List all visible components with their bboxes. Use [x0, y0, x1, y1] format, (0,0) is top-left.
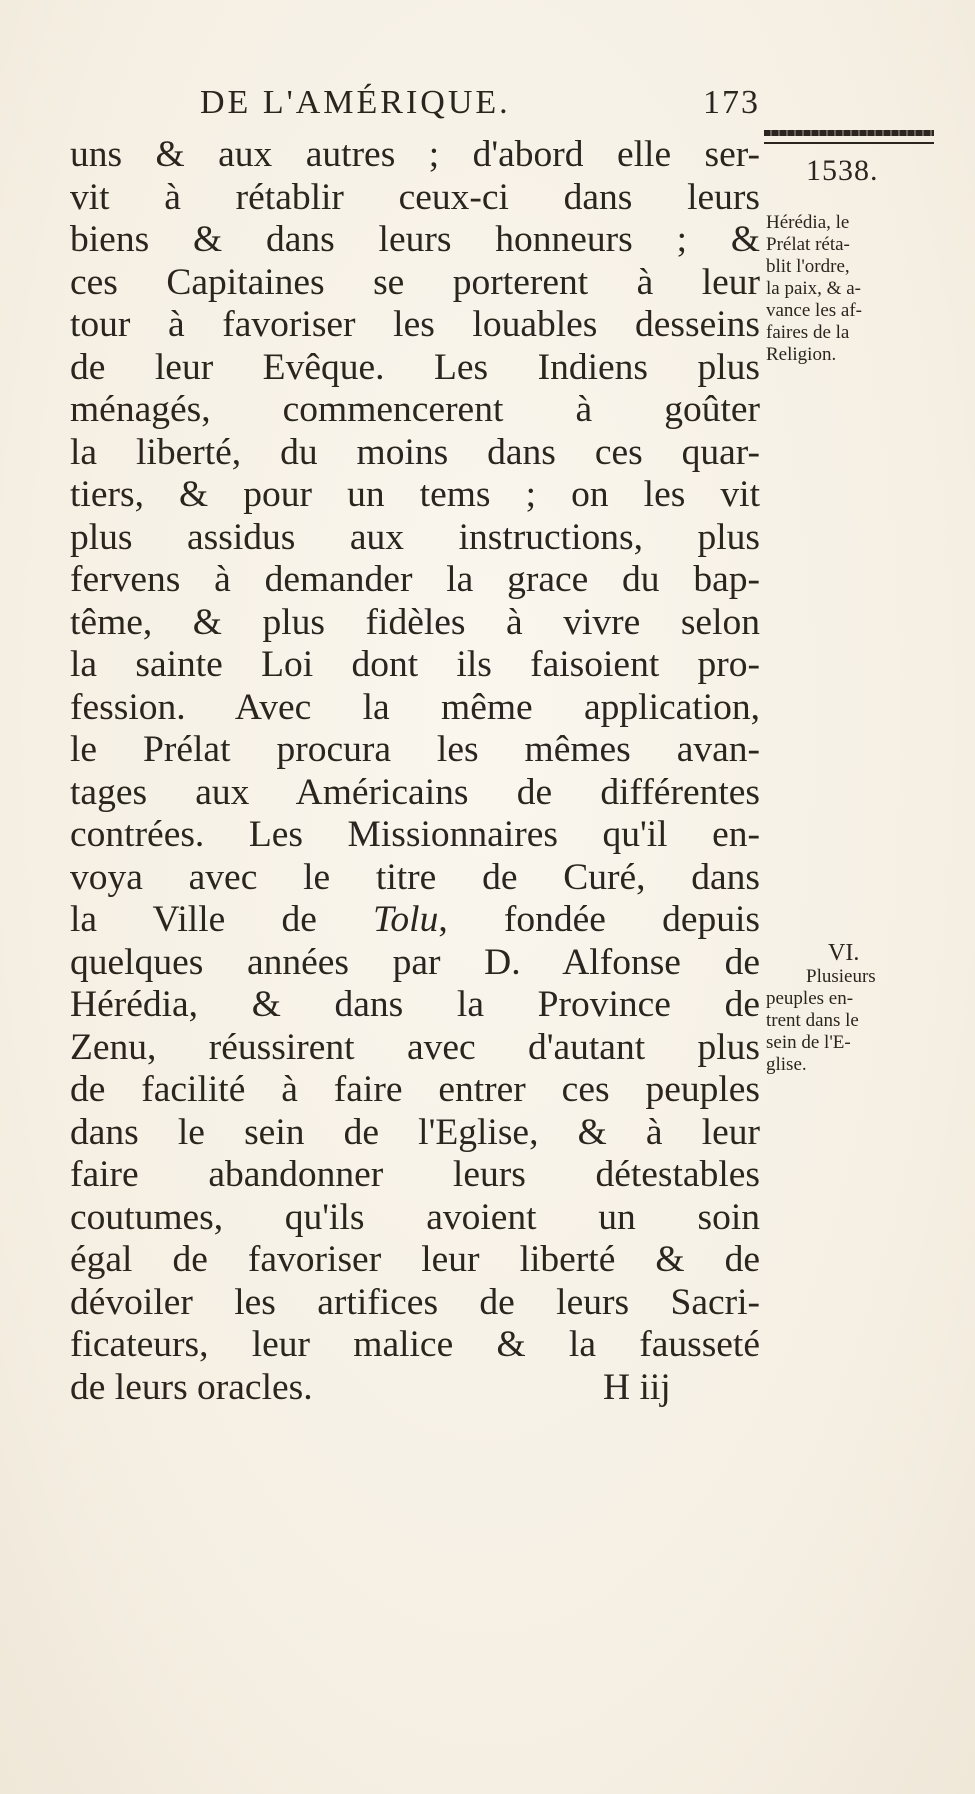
margin-note-line: Hérédia, le	[766, 212, 850, 233]
text-line	[70, 559, 760, 602]
text-line	[70, 1239, 760, 1282]
text-line-content: égal de favoriser leur liberté & de	[70, 1239, 760, 1280]
text-line-content: plus assidus aux instructions, plus	[70, 516, 760, 558]
text-line	[70, 687, 760, 730]
text-line-content: le Prélat procura les mêmes avan-	[70, 729, 760, 770]
text-line	[70, 1027, 760, 1070]
text-line	[70, 304, 760, 347]
text-line-content: de facilité à faire entrer ces peuples	[70, 1069, 760, 1110]
text-line-content: tiers, & pour un tems ; on les vit	[70, 474, 760, 515]
text-line-content: de leur Evêque. Les Indiens plus	[70, 346, 760, 388]
margin-note-line: sein de l'E-	[766, 1032, 851, 1053]
text-line	[70, 432, 760, 475]
margin-note-1	[766, 212, 946, 366]
text-line-content: la liberté, du moins dans ces quar-	[70, 431, 760, 473]
text-line-content: la sainte Loi dont ils faisoient pro-	[70, 644, 760, 685]
text-line	[70, 899, 760, 942]
text-line-content: dévoiler les artifices de leurs Sacri-	[70, 1281, 760, 1323]
text-line-content: la Ville de Tolu, fondée depuis	[70, 899, 760, 940]
running-header	[200, 84, 760, 134]
signature-mark: H iij	[603, 1366, 671, 1408]
margin-year: 1538.	[806, 154, 879, 187]
text-line-content: vit à rétablir ceux-ci dans leurs	[70, 176, 760, 218]
text-line	[70, 1282, 760, 1325]
ornament-thin-rule	[764, 142, 934, 144]
text-line	[70, 1367, 760, 1410]
text-line-content: voya avec le titre de Curé, dans	[70, 856, 760, 898]
margin-note-line: glise.	[766, 1054, 807, 1075]
text-line-content: tême, & plus fidèles à vivre selon	[70, 601, 760, 643]
margin-note-line: Plusieurs	[806, 966, 876, 987]
text-line-content: biens & dans leurs honneurs ; &	[70, 219, 760, 260]
text-line-content: contrées. Les Missionnaires qu'il en-	[70, 814, 760, 855]
text-line-content: tour à favoriser les louables desseins	[70, 304, 760, 345]
margin-note-line: peuples en-	[766, 988, 854, 1009]
text-line-content: faire abandonner leurs détestables	[70, 1154, 760, 1195]
text-line	[70, 1197, 760, 1240]
text-line	[70, 1324, 760, 1367]
text-line-content: de leurs oracles.	[70, 1366, 313, 1408]
text-line	[70, 857, 760, 900]
text-line	[70, 389, 760, 432]
text-line-content: tages aux Américains de différentes	[70, 771, 760, 813]
text-line	[70, 772, 760, 815]
margin-note-line: Religion.	[766, 344, 837, 365]
margin-ornament-rule	[764, 130, 934, 142]
text-line	[70, 984, 760, 1027]
text-line-content: dans le sein de l'Eglise, & à leur	[70, 1111, 760, 1153]
text-line-content: quelques années par D. Alfonse de	[70, 941, 760, 983]
body-text	[70, 134, 760, 1409]
margin-note-line: blit l'ordre,	[766, 256, 850, 277]
text-line	[70, 1069, 760, 1112]
running-title: DE L'AMÉRIQUE.	[200, 84, 511, 121]
page-number: 173	[703, 84, 760, 121]
text-line-content: ficateurs, leur malice & la fausseté	[70, 1324, 760, 1365]
margin-note-line: Prélat réta-	[766, 234, 850, 255]
text-line-content: fervens à demander la grace du bap-	[70, 559, 760, 600]
text-line	[70, 942, 760, 985]
text-line	[70, 644, 760, 687]
text-line	[70, 177, 760, 220]
text-line	[70, 729, 760, 772]
ornament-band	[764, 130, 934, 136]
text-line	[70, 219, 760, 262]
text-line	[70, 1154, 760, 1197]
text-line-content: ménagés, commencerent à goûter	[70, 389, 760, 430]
text-line	[70, 814, 760, 857]
text-line-content: fession. Avec la même application,	[70, 686, 760, 728]
margin-note-2	[766, 940, 946, 1076]
margin-note-line: faires de la	[766, 322, 850, 343]
text-line	[70, 602, 760, 645]
margin-note-line: la paix, & a-	[766, 278, 861, 299]
text-line-content: uns & aux autres ; d'abord elle ser-	[70, 134, 760, 175]
text-line	[70, 517, 760, 560]
margin-note-line: vance les af-	[766, 300, 862, 321]
text-line	[70, 1112, 760, 1155]
margin-note-number: VI.	[828, 940, 860, 966]
text-line-content: Hérédia, & dans la Province de	[70, 984, 760, 1025]
text-line	[70, 474, 760, 517]
text-line	[70, 347, 760, 390]
text-line-content: coutumes, qu'ils avoient un soin	[70, 1196, 760, 1238]
text-line	[70, 134, 760, 177]
text-line-content: ces Capitaines se porterent à leur	[70, 261, 760, 303]
text-line	[70, 262, 760, 305]
text-line-content: Zenu, réussirent avec d'autant plus	[70, 1026, 760, 1068]
margin-note-line: trent dans le	[766, 1010, 859, 1031]
